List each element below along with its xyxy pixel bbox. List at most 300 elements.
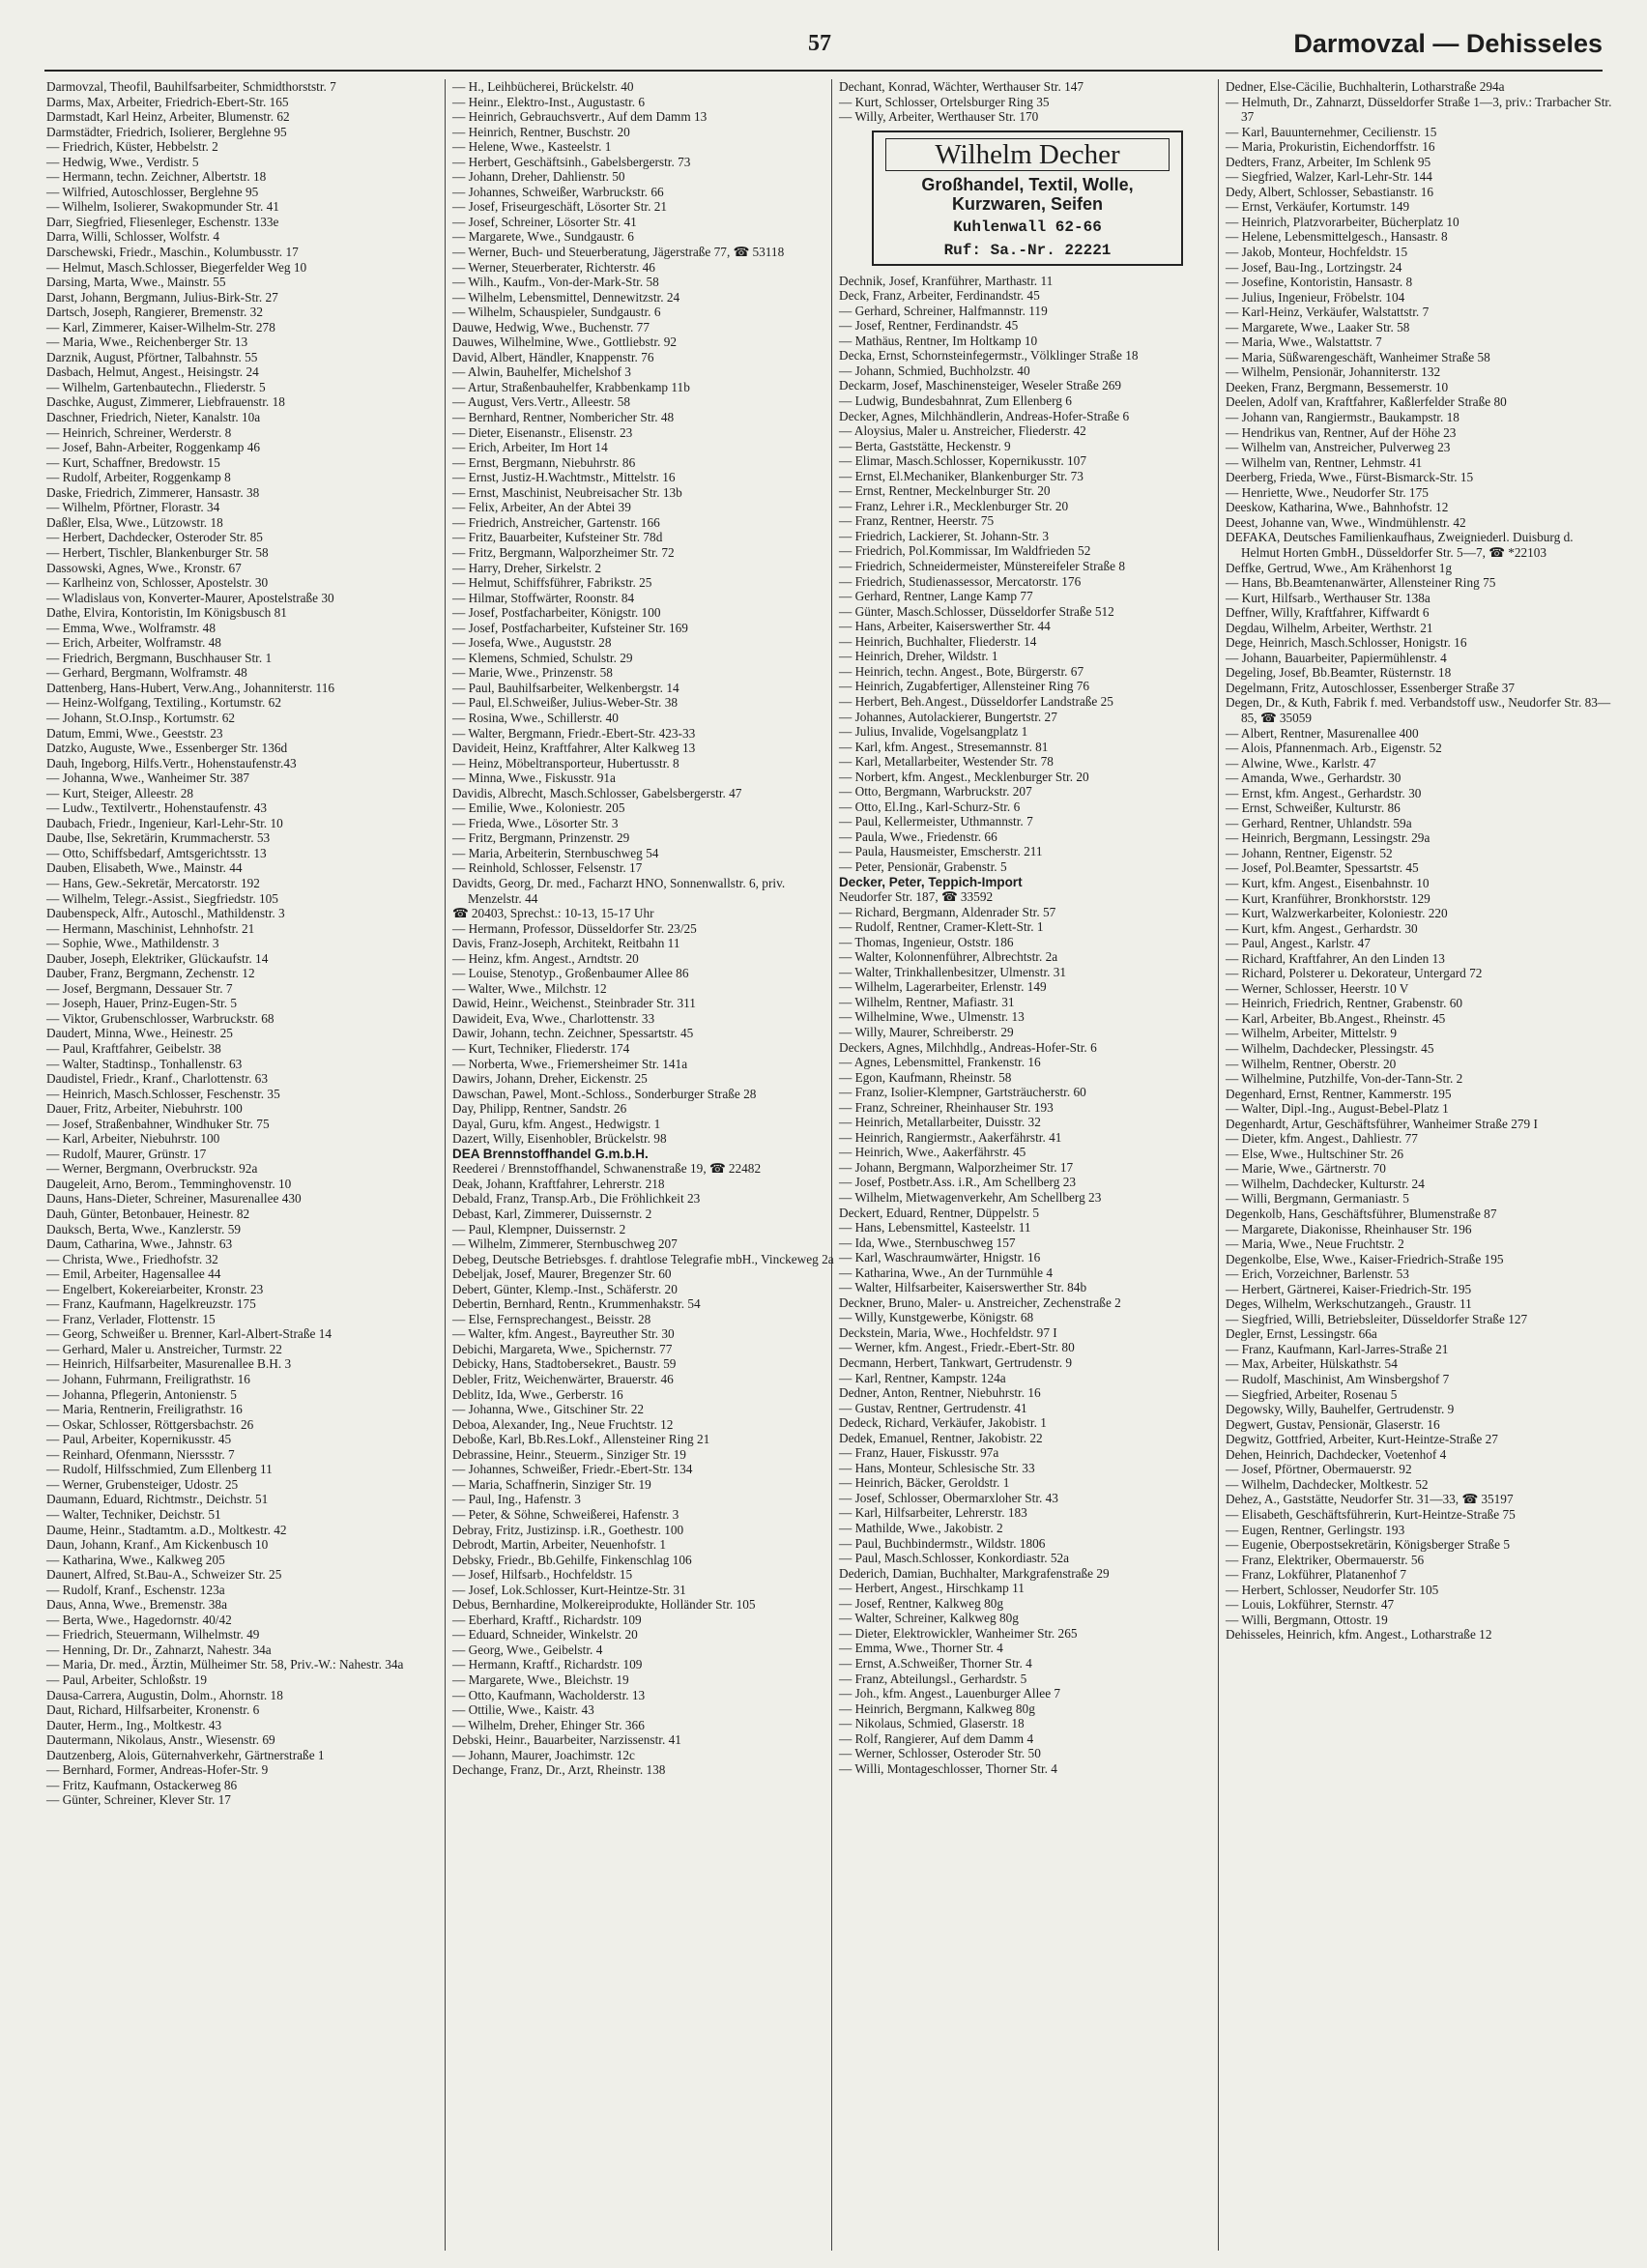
directory-entry: — Franz, Abteilungsl., Gerhardstr. 5 — [839, 1671, 1027, 1686]
directory-entry: — Helmut, Schiffsführer, Fabrikstr. 25 — [452, 575, 652, 591]
directory-entry: — Walter, Trinkhallenbesitzer, Ulmenstr. 31 — [839, 964, 1067, 979]
directory-entry: Degowsky, Willy, Bauhelfer, Gertrudenstr. 9 — [1226, 1402, 1455, 1417]
directory-entry: — Wilhelm, Rentner, Mafiastr. 31 — [839, 994, 1015, 1009]
directory-entry: — Franz, Lehrer i.R., Mecklenburger Str. 20 — [839, 498, 1069, 513]
directory-entry: Daus, Anna, Wwe., Bremenstr. 38a — [46, 1597, 227, 1613]
directory-entry: Deeken, Franz, Bergmann, Bessemerstr. 10 — [1226, 379, 1449, 394]
directory-entry: — Karlheinz von, Schlosser, Apostelstr. 30 — [46, 575, 269, 591]
directory-entry: Degenkolbe, Else, Wwe., Kaiser-Friedrich-Straße 195 — [1226, 1251, 1504, 1266]
directory-entry: — Rudolf, Rentner, Cramer-Klett-Str. 1 — [839, 919, 1044, 935]
directory-entry: — Josef, Straßenbahner, Windhuker Str. 75 — [46, 1116, 270, 1131]
directory-entry: — Katharina, Wwe., An der Turnmühle 4 — [839, 1265, 1053, 1280]
directory-entry: Day, Philipp, Rentner, Sandstr. 26 — [452, 1101, 627, 1117]
directory-entry: — Hermann, Professor, Düsseldorfer Str. 23/25 — [452, 920, 697, 936]
directory-entry: Daumann, Eduard, Richtmstr., Deichstr. 51 — [46, 1492, 269, 1507]
directory-entry: — Franz, Rentner, Heerstr. 75 — [839, 513, 995, 529]
directory-entry: — Karl, Waschraumwärter, Hnigstr. 16 — [839, 1250, 1041, 1265]
directory-entry: Degenkolb, Hans, Geschäftsführer, Blumenstraße 87 — [1226, 1207, 1497, 1222]
directory-entry: — Maria, Prokuristin, Eichendorffstr. 16 — [1226, 139, 1435, 155]
directory-entry: Deckstein, Maria, Wwe., Hochfeldstr. 97 I — [839, 1324, 1057, 1340]
directory-entry: — Helmut, Masch.Schlosser, Biegerfelder Weg 10 — [46, 259, 307, 275]
directory-entry: — Gerhard, Maler u. Anstreicher, Turmstr. 22 — [46, 1341, 282, 1356]
directory-entry: — Wilhelm, Telegr.-Assist., Siegfriedstr. 105 — [46, 890, 278, 906]
directory-entry: — Rudolf, Hilfsschmied, Zum Ellenberg 11 — [46, 1462, 273, 1477]
directory-entry: Debald, Franz, Transp.Arb., Die Fröhlichkeit 23 — [452, 1191, 701, 1207]
directory-entry: — Norberta, Wwe., Friemersheimer Str. 141a — [452, 1056, 688, 1071]
directory-entry: Dauter, Herm., Ing., Moltkestr. 43 — [46, 1717, 222, 1732]
directory-entry: — Marie, Wwe., Gärtnerstr. 70 — [1226, 1161, 1386, 1177]
directory-entry: — Heinrich, techn. Angest., Bote, Bürgerstr. 67 — [839, 663, 1084, 679]
directory-entry: Daubenspeck, Alfr., Autoschl., Mathildenstr. 3 — [46, 906, 285, 921]
column-divider — [445, 79, 446, 2251]
directory-entry: — Willi, Montageschlosser, Thorner Str. 4 — [839, 1760, 1057, 1776]
directory-entry: — Gustav, Rentner, Gertrudenstr. 41 — [839, 1400, 1027, 1415]
directory-entry: Dattenberg, Hans-Hubert, Verw.Ang., Johanniterstr. 116 — [46, 680, 335, 695]
directory-entry: — Werner, Buch- und Steuerberatung, Jägerstraße 77, ☎ 53118 — [452, 245, 785, 260]
directory-entry: — Henriette, Wwe., Neudorfer Str. 175 — [1226, 484, 1429, 500]
directory-entry: — Wilhelm, Schauspieler, Sundgaustr. 6 — [452, 305, 661, 320]
directory-entry: — Minna, Wwe., Fiskusstr. 91a — [452, 771, 616, 786]
directory-entry: Deffke, Gertrud, Wwe., Am Krähenhorst 1g — [1226, 560, 1452, 575]
directory-entry: — Georg, Schweißer u. Brenner, Karl-Albert-Straße 14 — [46, 1326, 332, 1342]
directory-entry: — Walter, Bergmann, Friedr.-Ebert-Str. 423-33 — [452, 725, 696, 741]
directory-entry: — Siegfried, Arbeiter, Rosenau 5 — [1226, 1386, 1398, 1402]
directory-entry: — Franz, Elektriker, Obermauerstr. 56 — [1226, 1552, 1425, 1567]
directory-entry: — Paul, Buchbindermstr., Wildstr. 1806 — [839, 1535, 1046, 1551]
directory-entry: Deest, Johanne van, Wwe., Windmühlenstr. 42 — [1226, 514, 1466, 530]
directory-entry: — Ernst, Justiz-H.Wachtmstr., Mittelstr. 16 — [452, 470, 676, 485]
directory-entry: — Werner, Grubensteiger, Udostr. 25 — [46, 1476, 239, 1492]
directory-entry: — Herbert, Beh.Angest., Düsseldorfer Landstraße 25 — [839, 693, 1113, 709]
ad-phone: Ruf: Sa.-Nr. 22221 — [943, 241, 1112, 259]
directory-entry: Davidts, Georg, Dr. med., Facharzt HNO, Sonnenwallstr. 6, priv. Menzelstr. 44 — [452, 875, 786, 906]
directory-entry: — Hermann, Maschinist, Lehnhofstr. 21 — [46, 920, 255, 936]
directory-entry: — Johannes, Autolackierer, Bungertstr. 27 — [839, 709, 1057, 724]
directory-entry: — Fritz, Bergmann, Walporzheimer Str. 72 — [452, 544, 675, 560]
directory-entry: Dasbach, Helmut, Angest., Heisingstr. 24 — [46, 364, 259, 380]
directory-entry: — Herbert, Schlosser, Neudorfer Str. 105 — [1226, 1582, 1439, 1597]
directory-entry: Decker, Peter, Teppich-Import — [839, 874, 1023, 889]
directory-entry: Daube, Ilse, Sekretärin, Krummacherstr. 53 — [46, 830, 271, 846]
directory-entry: — Agnes, Lebensmittel, Frankenstr. 16 — [839, 1055, 1041, 1070]
directory-entry: — Heinrich, Schreiner, Werderstr. 8 — [46, 424, 232, 440]
directory-entry: — Josef, Bau-Ing., Lortzingstr. 24 — [1226, 259, 1402, 275]
directory-entry: — Ludwig, Bundesbahnrat, Zum Ellenberg 6 — [839, 393, 1072, 409]
directory-entry: — Heinrich, Platzvorarbeiter, Bücherplatz 10 — [1226, 214, 1459, 229]
directory-entry: — Harry, Dreher, Sirkelstr. 2 — [452, 560, 602, 575]
directory-entry: — Herbert, Dachdecker, Osteroder Str. 85 — [46, 530, 263, 545]
directory-entry: Dauh, Günter, Betonbauer, Heinestr. 82 — [46, 1207, 250, 1222]
directory-entry: Dautermann, Nikolaus, Anstr., Wiesenstr. 69 — [46, 1732, 275, 1748]
directory-entry: — Josef, Schlosser, Obermarxloher Str. 43 — [839, 1490, 1058, 1505]
directory-entry: — Josef, Lok.Schlosser, Kurt-Heintze-Str. 31 — [452, 1582, 686, 1597]
directory-entry: — Margarete, Wwe., Bleichstr. 19 — [452, 1672, 629, 1687]
column-3 — [839, 79, 1228, 1776]
directory-entry: — Johanna, Wwe., Wanheimer Str. 387 — [46, 771, 250, 786]
directory-entry: — Paul, Ing., Hafenstr. 3 — [452, 1492, 581, 1507]
directory-entry: — Rudolf, Maschinist, Am Winsbergshof 7 — [1226, 1372, 1450, 1387]
directory-entry: Dassowski, Agnes, Wwe., Kronstr. 67 — [46, 560, 242, 575]
directory-entry: Degelmann, Fritz, Autoschlosser, Essenberger Straße 37 — [1226, 680, 1516, 695]
directory-entry: — Paul, Kellermeister, Uthmannstr. 7 — [839, 814, 1033, 829]
directory-entry: Dechange, Franz, Dr., Arzt, Rheinstr. 138 — [452, 1762, 666, 1778]
directory-entry: — Ernst, Rentner, Meckelnburger Str. 20 — [839, 483, 1051, 499]
directory-entry: — Ludw., Textilvertr., Hohenstaufenstr. 43 — [46, 800, 268, 816]
directory-entry: Dedner, Anton, Rentner, Niebuhrstr. 16 — [839, 1385, 1041, 1401]
directory-entry: — Wilhelm, Dachdecker, Plessingstr. 45 — [1226, 1041, 1434, 1056]
directory-entry: — Hans, Lebensmittel, Kasteelstr. 11 — [839, 1220, 1031, 1236]
directory-entry: — Wilhelm, Rentner, Oberstr. 20 — [1226, 1056, 1397, 1071]
header-rule — [44, 70, 1603, 72]
directory-entry: — Wilfried, Autoschlosser, Berglehne 95 — [46, 184, 259, 199]
directory-entry: — Hermann, techn. Zeichner, Albertstr. 18 — [46, 169, 267, 185]
directory-entry: — Hans, Arbeiter, Kaiserswerther Str. 44 — [839, 619, 1051, 634]
directory-entry: — Josef, Rentner, Kalkweg 80g — [839, 1595, 1004, 1611]
directory-entry: — Johanna, Wwe., Gitschiner Str. 22 — [452, 1402, 645, 1417]
directory-entry: — Josef, Pförtner, Obermauerstr. 92 — [1226, 1462, 1412, 1477]
directory-entry: Deelen, Adolf van, Kraftfahrer, Kaßlerfelder Straße 80 — [1226, 394, 1507, 410]
directory-entry: Deckarm, Josef, Maschinensteiger, Weseler Straße 269 — [839, 378, 1122, 393]
column-1 — [46, 79, 435, 1808]
directory-entry: — Heinrich, Wwe., Aakerfährstr. 45 — [839, 1145, 1026, 1160]
directory-entry: — Emma, Wwe., Wolframstr. 48 — [46, 620, 216, 635]
directory-entry: — Emma, Wwe., Thorner Str. 4 — [839, 1641, 1003, 1656]
directory-entry: Dehez, A., Gaststätte, Neudorfer Str. 31—33, ☎ 35197 — [1226, 1492, 1514, 1507]
directory-entry: Degenhard, Ernst, Rentner, Kammerstr. 195 — [1226, 1086, 1452, 1101]
directory-entry: — H., Leihbücherei, Brückelstr. 40 — [452, 79, 634, 94]
directory-entry: Daume, Heinr., Stadtamtm. a.D., Moltkestr. 42 — [46, 1522, 287, 1537]
directory-entry: — Werner, Bergmann, Overbruckstr. 92a — [46, 1161, 258, 1177]
directory-entry: Deckert, Eduard, Rentner, Düppelstr. 5 — [839, 1205, 1039, 1220]
directory-entry: Darmstadt, Karl Heinz, Arbeiter, Blumenstr. 62 — [46, 109, 290, 125]
directory-entry: — Alwin, Bauhelfer, Michelshof 3 — [452, 364, 631, 380]
directory-entry: — Max, Arbeiter, Hülskathstr. 54 — [1226, 1356, 1398, 1372]
directory-entry: Degdau, Wilhelm, Arbeiter, Werthstr. 21 — [1226, 620, 1433, 635]
directory-entry: — Walter, Kolonnenführer, Albrechtstr. 2a — [839, 949, 1058, 965]
directory-entry: Darst, Johann, Bergmann, Julius-Birk-Str. 27 — [46, 289, 278, 305]
directory-entry: — Hedwig, Wwe., Verdistr. 5 — [46, 154, 199, 169]
directory-entry: — Hans, Monteur, Schlesische Str. 33 — [839, 1460, 1035, 1475]
directory-entry: — Maria, Arbeiterin, Sternbuschweg 54 — [452, 845, 659, 860]
directory-entry: — Heinrich, Rangiermstr., Aakerfährstr. 41 — [839, 1129, 1062, 1145]
directory-entry: — Johann, Rentner, Eigenstr. 52 — [1226, 845, 1393, 860]
directory-entry: — Wilhelm, Gartenbautechn., Fliederstr. 5 — [46, 379, 266, 394]
directory-entry: — Willy, Maurer, Schreiberstr. 29 — [839, 1024, 1014, 1039]
directory-entry: — Franz, Kaufmann, Hagelkreuzstr. 175 — [46, 1296, 256, 1312]
directory-entry: — Albert, Rentner, Masurenallee 400 — [1226, 725, 1419, 741]
directory-entry: — Paul, Klempner, Duissernstr. 2 — [452, 1221, 626, 1236]
directory-entry: — Gerhard, Rentner, Uhlandstr. 59a — [1226, 815, 1412, 830]
directory-entry: — Kurt, Kranführer, Bronkhorststr. 129 — [1226, 890, 1430, 906]
directory-entry: — Josefine, Kontoristin, Hansastr. 8 — [1226, 275, 1413, 290]
directory-entry: — Josef, Postfacharbeiter, Königstr. 100 — [452, 605, 661, 621]
directory-entry: — Helene, Lebensmittelgesch., Hansastr. 8 — [1226, 229, 1448, 245]
directory-entry: — Oskar, Schlosser, Röttgersbachstr. 26 — [46, 1416, 254, 1432]
directory-entry: — Friedrich, Steuermann, Wilhelmstr. 49 — [46, 1627, 260, 1643]
column-3-top-entries — [839, 79, 1228, 125]
directory-entry: — Wilh., Kaufm., Von-der-Mark-Str. 58 — [452, 275, 659, 290]
directory-entry: Deboße, Karl, Bb.Res.Lokf., Allensteiner Ring 21 — [452, 1432, 710, 1447]
directory-entry: — Gerhard, Bergmann, Wolframstr. 48 — [46, 665, 247, 681]
directory-entry: — Elimar, Masch.Schlosser, Kopernikusstr. 107 — [839, 453, 1086, 469]
directory-entry: — Kurt, Schlosser, Ortelsburger Ring 35 — [839, 94, 1050, 109]
directory-entry: — Wilhelm, Lebensmittel, Dennewitzstr. 24 — [452, 289, 680, 305]
directory-entry: Dechnik, Josef, Kranführer, Marthastr. 11 — [839, 273, 1054, 288]
directory-entry: — Julius, Ingenieur, Fröbelstr. 104 — [1226, 289, 1405, 305]
directory-entry: — Wilhelm, Dachdecker, Moltkestr. 52 — [1226, 1476, 1429, 1492]
directory-entry: — Hans, Bb.Beamtenanwärter, Allensteiner Ring 75 — [1226, 575, 1496, 591]
directory-entry: Deerberg, Frieda, Wwe., Fürst-Bismarck-Str. 15 — [1226, 470, 1474, 485]
directory-entry: Dawirs, Johann, Dreher, Eickenstr. 25 — [452, 1071, 648, 1087]
directory-entry: — Amanda, Wwe., Gerhardstr. 30 — [1226, 771, 1401, 786]
directory-entry: — Heinrich, Bergmann, Lessingstr. 29a — [1226, 830, 1430, 846]
directory-entry: — Wilhelm, Arbeiter, Mittelstr. 9 — [1226, 1026, 1398, 1041]
directory-entry: — Johann, Bergmann, Walporzheimer Str. 17 — [839, 1159, 1074, 1175]
directory-entry: — Johannes, Schweißer, Friedr.-Ebert-Str. 134 — [452, 1462, 693, 1477]
directory-entry: — Walter, Schreiner, Kalkweg 80g — [839, 1611, 1019, 1626]
directory-entry: — Heinrich, Dreher, Wildstr. 1 — [839, 649, 998, 664]
directory-entry: — Herbert, Angest., Hirschkamp 11 — [839, 1581, 1025, 1596]
directory-entry: Neudorfer Str. 187, ☎ 33592 — [839, 889, 994, 905]
directory-entry: — Wilhelm, Lagerarbeiter, Erlenstr. 149 — [839, 979, 1047, 995]
directory-entry: — Louise, Stenotyp., Großenbaumer Allee 86 — [452, 966, 689, 981]
directory-entry: — Erich, Vorzeichner, Barlenstr. 53 — [1226, 1266, 1409, 1282]
directory-entry: — Johann, Schmied, Buchholzstr. 40 — [839, 363, 1030, 378]
directory-entry: — Heinrich, Rentner, Buschstr. 20 — [452, 124, 630, 139]
directory-entry: — Paula, Hausmeister, Emscherstr. 211 — [839, 844, 1043, 859]
directory-entry: Dauben, Elisabeth, Wwe., Mainstr. 44 — [46, 860, 243, 876]
directory-entry: — Bernhard, Former, Andreas-Hofer-Str. 9 — [46, 1762, 269, 1778]
directory-entry: — Karl, Arbeiter, Niebuhrstr. 100 — [46, 1131, 220, 1147]
directory-entry: Debeljak, Josef, Maurer, Bregenzer Str. 60 — [452, 1266, 672, 1282]
directory-entry: — Helene, Wwe., Kasteelstr. 1 — [452, 139, 612, 155]
directory-entry: Degwert, Gustav, Pensionär, Glaserstr. 16 — [1226, 1416, 1440, 1432]
directory-entry: — Herbert, Gärtnerei, Kaiser-Friedrich-Str. 195 — [1226, 1281, 1472, 1296]
page-number: 57 — [808, 31, 831, 56]
directory-entry: — Peter, & Söhne, Schweißerei, Hafenstr. 3 — [452, 1506, 679, 1522]
directory-entry: Debast, Karl, Zimmerer, Duissernstr. 2 — [452, 1207, 652, 1222]
directory-entry: — Friedrich, Lackierer, St. Johann-Str. 3 — [839, 528, 1049, 543]
directory-entry: — Wilhelmine, Wwe., Ulmenstr. 13 — [839, 1009, 1025, 1025]
directory-entry: Dayal, Guru, kfm. Angest., Hedwigstr. 1 — [452, 1116, 661, 1131]
directory-entry: — Ottilie, Wwe., Kaistr. 43 — [452, 1702, 594, 1718]
directory-entry: — Franz, Lokführer, Platanenhof 7 — [1226, 1567, 1407, 1583]
column-2 — [452, 79, 841, 1778]
directory-entry: — Friedrich, Studienassessor, Mercatorstr. 176 — [839, 573, 1082, 589]
directory-entry: — Johann, St.O.Insp., Kortumstr. 62 — [46, 710, 236, 725]
directory-entry: — Kurt, Schaffner, Bredowstr. 15 — [46, 454, 220, 470]
directory-entry: — Jakob, Monteur, Hochfeldstr. 15 — [1226, 245, 1408, 260]
directory-entry: — Sophie, Wwe., Mathildenstr. 3 — [46, 936, 219, 951]
directory-entry: — Thomas, Ingenieur, Oststr. 186 — [839, 934, 1014, 949]
directory-entry: — Klemens, Schmied, Schulstr. 29 — [452, 650, 633, 665]
directory-entry: Dedy, Albert, Schlosser, Sebastianstr. 16 — [1226, 184, 1434, 199]
directory-entry: — Norbert, kfm. Angest., Mecklenburger Str. 20 — [839, 769, 1089, 784]
directory-entry: Deeskow, Katharina, Wwe., Bahnhofstr. 12 — [1226, 500, 1449, 515]
directory-entry: — Herbert, Tischler, Blankenburger Str. 58 — [46, 544, 269, 560]
directory-entry: — Paul, Arbeiter, Schloßstr. 19 — [46, 1672, 208, 1687]
directory-entry: — Richard, Kraftfahrer, An den Linden 13 — [1226, 950, 1445, 966]
directory-entry: ☎ 20403, Sprechst.: 10-13, 15-17 Uhr — [452, 906, 654, 921]
directory-entry: — Margarete, Diakonisse, Rheinhauser Str. 196 — [1226, 1221, 1472, 1236]
directory-entry: — Friedrich, Schneidermeister, Münstereifeler Straße 8 — [839, 559, 1125, 574]
directory-entry: Darra, Willi, Schlosser, Wolfstr. 4 — [46, 229, 220, 245]
directory-entry: — Walter, Hilfsarbeiter, Kaiserswerther Str. 84b — [839, 1280, 1087, 1295]
directory-entry: — Frieda, Wwe., Lösorter Str. 3 — [452, 815, 619, 830]
directory-entry: Debert, Günter, Klemp.-Inst., Schäferstr. 20 — [452, 1281, 678, 1296]
directory-entry: — Maria, Wwe., Walstattstr. 7 — [1226, 334, 1382, 350]
directory-entry: — Friedrich, Anstreicher, Gartenstr. 166 — [452, 514, 660, 530]
column-3-entries — [839, 274, 1228, 1777]
directory-entry: DEA Brennstoffhandel G.m.b.H. — [452, 1146, 649, 1161]
directory-entry: — Karl, kfm. Angest., Stresemannstr. 81 — [839, 739, 1049, 754]
directory-entry: — Friedrich, Pol.Kommissar, Im Waldfrieden 52 — [839, 543, 1091, 559]
directory-entry: Decmann, Herbert, Tankwart, Gertrudenstr. 9 — [839, 1355, 1073, 1371]
directory-entry: — Josef, Postfacharbeiter, Kufsteiner Str. 169 — [452, 620, 688, 635]
directory-entry: — Wilhelm, Pförtner, Florastr. 34 — [46, 500, 220, 515]
directory-entry: — Hermann, Kraftf., Richardstr. 109 — [452, 1657, 643, 1672]
directory-entry: — Heinz-Wolfgang, Textiling., Kortumstr. 62 — [46, 695, 281, 711]
page-header — [44, 25, 1603, 64]
directory-entry: — Siegfried, Willi, Betriebsleiter, Düsseldorfer Straße 127 — [1226, 1311, 1528, 1326]
directory-entry: — Heinrich, Bergmann, Kalkweg 80g — [839, 1701, 1035, 1716]
directory-entry: — Wilhelmine, Putzhilfe, Von-der-Tann-Str. 2 — [1226, 1071, 1463, 1087]
directory-entry: Daugeleit, Arno, Berom., Temminghovenstr. 10 — [46, 1176, 292, 1191]
directory-entry: — Heinr., Elektro-Inst., Augustastr. 6 — [452, 94, 646, 109]
ad-line-2: Kurzwaren, Seifen — [951, 193, 1104, 214]
directory-entry: Darmovzal, Theofil, Bauhilfsarbeiter, Schmidthorststr. 7 — [46, 79, 336, 94]
directory-entry: Dedters, Franz, Arbeiter, Im Schlenk 95 — [1226, 154, 1431, 169]
directory-entry: — Heinz, Möbeltransporteur, Hubertusstr. 8 — [452, 755, 679, 771]
directory-entry: — Joseph, Hauer, Prinz-Eugen-Str. 5 — [46, 996, 238, 1011]
directory-entry: — Ernst, Bergmann, Niebuhrstr. 86 — [452, 454, 636, 470]
directory-entry: — Eduard, Schneider, Winkelstr. 20 — [452, 1627, 638, 1643]
directory-entry: — Richard, Bergmann, Aldenrader Str. 57 — [839, 904, 1056, 919]
directory-entry: Dauer, Fritz, Arbeiter, Niebuhrstr. 100 — [46, 1101, 243, 1117]
directory-entry: Degenhardt, Artur, Geschäftsführer, Wanheimer Straße 279 I — [1226, 1116, 1538, 1131]
directory-entry: — Werner, kfm. Angest., Friedr.-Ebert-Str. 80 — [839, 1340, 1075, 1355]
directory-entry: Darms, Max, Arbeiter, Friedrich-Ebert-Str. 165 — [46, 94, 289, 109]
directory-entry: Dazert, Willy, Eisenhobler, Brückelstr. 98 — [452, 1131, 667, 1147]
ad-line-1: Großhandel, Textil, Wolle, — [921, 174, 1134, 194]
directory-entry: — Heinrich, Zugabfertiger, Allensteiner Ring 76 — [839, 679, 1090, 694]
directory-entry: — Johann, Fuhrmann, Freiligrathstr. 16 — [46, 1372, 250, 1387]
directory-entry: Debler, Fritz, Weichenwärter, Brauerstr. 46 — [452, 1372, 674, 1387]
directory-entry: Datum, Emmi, Wwe., Geeststr. 23 — [46, 725, 223, 741]
directory-entry: — Rudolf, Arbeiter, Roggenkamp 8 — [46, 470, 231, 485]
directory-entry: — Maria, Süßwarengeschäft, Wanheimer Straße 58 — [1226, 349, 1490, 364]
directory-entry: — Reinhard, Ofenmann, Nierssstr. 7 — [46, 1446, 235, 1462]
directory-entry: — Berta, Gaststätte, Heckenstr. 9 — [839, 438, 1011, 453]
directory-entry: — Else, Wwe., Hultschiner Str. 26 — [1226, 1146, 1404, 1161]
directory-entry: — Heinz, kfm. Angest., Arndtstr. 20 — [452, 950, 639, 966]
directory-entry: — Josef, Bergmann, Dessauer Str. 7 — [46, 980, 233, 996]
directory-entry: Debray, Fritz, Justizinsp. i.R., Goethestr. 100 — [452, 1522, 684, 1537]
directory-entry: — Heinrich, Friedrich, Rentner, Grabenstr. 60 — [1226, 996, 1463, 1011]
directory-entry: — Otto, El.Ing., Karl-Schurz-Str. 6 — [839, 799, 1021, 814]
directory-entry: Darschewski, Friedr., Maschin., Kolumbusstr. 17 — [46, 245, 299, 260]
directory-entry: — Bernhard, Rentner, Nombericher Str. 48 — [452, 410, 675, 425]
directory-entry: Daschke, August, Zimmerer, Liebfrauenstr. 18 — [46, 394, 285, 410]
directory-entry: — Paul, Masch.Schlosser, Konkordiastr. 52a — [839, 1551, 1070, 1566]
directory-entry: — Josef, Schreiner, Lösorter Str. 41 — [452, 214, 637, 229]
directory-entry: — Hendrikus van, Rentner, Auf der Höhe 23 — [1226, 424, 1457, 440]
directory-entry: — Ernst, Verkäufer, Kortumstr. 149 — [1226, 199, 1410, 215]
directory-entry: — Helmuth, Dr., Zahnarzt, Düsseldorfer Straße 1—3, priv.: Trarbacher Str. 37 — [1226, 94, 1612, 125]
directory-entry: — Margarete, Wwe., Laaker Str. 58 — [1226, 319, 1410, 334]
directory-entry: — Friedrich, Bergmann, Buschhauser Str. 1 — [46, 650, 273, 665]
directory-entry: Davidis, Albrecht, Masch.Schlosser, Gabelsbergerstr. 47 — [452, 785, 742, 800]
directory-entry: Darr, Siegfried, Fliesenleger, Eschenstr. 133e — [46, 214, 279, 229]
directory-entry: Dedner, Else-Cäcilie, Buchhalterin, Lotharstraße 294a — [1226, 79, 1505, 94]
directory-entry: — Berta, Wwe., Hagedornstr. 40/42 — [46, 1612, 232, 1627]
directory-entry: — Mathäus, Rentner, Im Holtkamp 10 — [839, 333, 1038, 348]
directory-entry: — Wilhelm, Pensionär, Johanniterstr. 132 — [1226, 364, 1441, 380]
directory-entry: Daudert, Minna, Wwe., Heinestr. 25 — [46, 1026, 233, 1041]
directory-entry: — Willy, Arbeiter, Werthauser Str. 170 — [839, 109, 1039, 125]
directory-entry: — Johannes, Schweißer, Warbruckstr. 66 — [452, 184, 664, 199]
directory-entry: — Willi, Bergmann, Ottostr. 19 — [1226, 1612, 1388, 1627]
directory-entry: Dawideit, Eva, Wwe., Charlottenstr. 33 — [452, 1010, 655, 1026]
directory-entry: — Wilhelm, Zimmerer, Sternbuschweg 207 — [452, 1236, 678, 1252]
directory-entry: — Richard, Polsterer u. Dekorateur, Untergard 72 — [1226, 966, 1483, 981]
directory-entry: Dehisseles, Heinrich, kfm. Angest., Lotharstraße 12 — [1226, 1627, 1492, 1643]
directory-entry: Deak, Johann, Kraftfahrer, Lehrerstr. 218 — [452, 1176, 665, 1191]
directory-entry: — Josef, Postbetr.Ass. i.R., Am Schellberg 23 — [839, 1175, 1077, 1190]
directory-entry: — Alois, Pfannenmach. Arb., Eigenstr. 52 — [1226, 741, 1442, 756]
directory-entry: — Maria, Rentnerin, Freiligrathstr. 16 — [46, 1402, 243, 1417]
directory-entry: DEFAKA, Deutsches Familienkaufhaus, Zweigniederl. Duisburg d. Helmut Horten GmbH., Düsseldorfer Str. 5—7, ☎ *22103 — [1226, 530, 1574, 560]
directory-entry: — Wilhelm van, Rentner, Lehmstr. 41 — [1226, 454, 1423, 470]
directory-entry: Dawid, Heinr., Weichenst., Steinbrader Str. 311 — [452, 996, 696, 1011]
directory-entry: — Eberhard, Kraftf., Richardstr. 109 — [452, 1612, 642, 1627]
directory-entry: — Josef, Rentner, Ferdinandstr. 45 — [839, 318, 1019, 334]
directory-entry: — Otto, Kaufmann, Wacholderstr. 13 — [452, 1687, 646, 1702]
directory-entry: — Walter, Dipl.-Ing., August-Bebel-Platz 1 — [1226, 1101, 1449, 1117]
directory-entry: Degler, Ernst, Lessingstr. 66a — [1226, 1326, 1377, 1342]
directory-entry: — Walter, Wwe., Milchstr. 12 — [452, 980, 607, 996]
directory-entry: — Karl, Metallarbeiter, Westender Str. 78 — [839, 754, 1054, 770]
directory-entry: — Engelbert, Kokereiarbeiter, Kronstr. 23 — [46, 1281, 264, 1296]
directory-entry: — Elisabeth, Geschäftsführerin, Kurt-Heintze-Straße 75 — [1226, 1506, 1516, 1522]
directory-entry: — Josef, Bahn-Arbeiter, Roggenkamp 46 — [46, 440, 261, 455]
directory-entry: — Werner, Steuerberater, Richterstr. 46 — [452, 259, 655, 275]
directory-entry: Degwitz, Gottfried, Arbeiter, Kurt-Heintze-Straße 27 — [1226, 1432, 1498, 1447]
directory-entry: — Johanna, Pflegerin, Antonienstr. 5 — [46, 1386, 237, 1402]
directory-entry: — Franz, Hauer, Fiskusstr. 97a — [839, 1445, 999, 1461]
directory-entry: David, Albert, Händler, Knappenstr. 76 — [452, 349, 654, 364]
directory-entry: — Erich, Arbeiter, Im Hort 14 — [452, 440, 608, 455]
directory-entry: Decker, Agnes, Milchhändlerin, Andreas-Hofer-Straße 6 — [839, 408, 1130, 423]
directory-entry: — Johann van, Rangiermstr., Baukampstr. 18 — [1226, 410, 1459, 425]
directory-entry: — Walter, Techniker, Deichstr. 51 — [46, 1506, 221, 1522]
directory-entry: — Kurt, Techniker, Fliederstr. 174 — [452, 1041, 630, 1056]
directory-entry: — Erich, Arbeiter, Wolframstr. 48 — [46, 635, 221, 651]
directory-entry: — Franz, Schreiner, Rheinhauser Str. 193 — [839, 1099, 1054, 1115]
directory-entry: Reederei / Brennstoffhandel, Schwanenstraße 19, ☎ 22482 — [452, 1161, 762, 1177]
directory-entry: — Nikolaus, Schmied, Glaserstr. 18 — [839, 1716, 1025, 1731]
directory-entry: — Werner, Schlosser, Heerstr. 10 V — [1226, 980, 1409, 996]
directory-entry: — Eugenie, Oberpostsekretärin, Königsberger Straße 5 — [1226, 1537, 1511, 1553]
directory-entry: — Rolf, Rangierer, Auf dem Damm 4 — [839, 1730, 1034, 1746]
directory-entry: — Karl, Hilfsarbeiter, Lehrerstr. 183 — [839, 1505, 1027, 1521]
directory-entry: — Joh., kfm. Angest., Lauenburger Allee 7 — [839, 1686, 1061, 1701]
directory-entry: Deck, Franz, Arbeiter, Ferdinandstr. 45 — [839, 288, 1040, 304]
directory-entry: — Walter, kfm. Angest., Bayreuther Str. 30 — [452, 1326, 675, 1342]
directory-entry: — Josef, Hilfsarb., Hochfeldstr. 15 — [452, 1567, 633, 1583]
directory-entry: Deckner, Bruno, Maler- u. Anstreicher, Zechenstraße 2 — [839, 1294, 1121, 1310]
directory-entry: Dautzenberg, Alois, Güternahverkehr, Gärtnerstraße 1 — [46, 1747, 325, 1762]
